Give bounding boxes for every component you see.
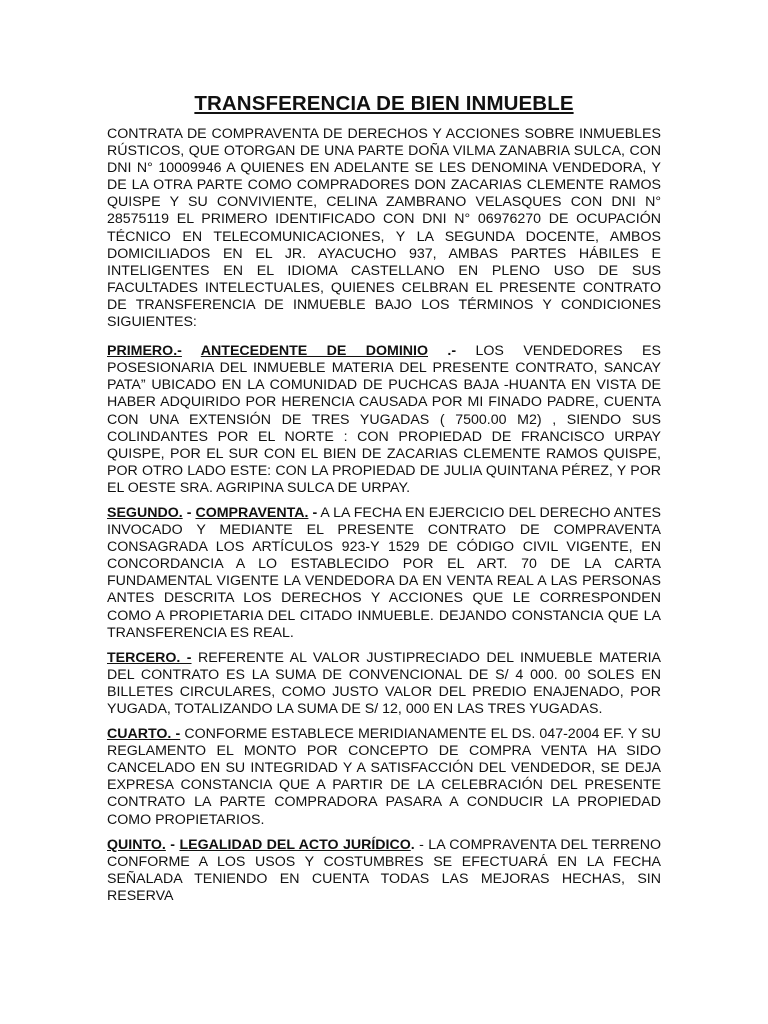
clause-subtitle: LEGALIDAD DEL ACTO JURÍDICO (179, 836, 411, 853)
clause-separator (182, 343, 201, 359)
clause-quinto (107, 837, 661, 905)
clause-subtitle: COMPRAVENTA. (195, 504, 309, 521)
clause-text: REFERENTE AL VALOR JUSTIPRECIADO DEL INMUEBLE MATERIA DEL CONTRATO ES LA SUMA DE CONVENCIONAL DE S/ 4 000. 00 SOLES EN BILLETES CIRCULARES, COMO JUSTO VALOR DEL PREDIO ENAJENADO, POR YUGADA, TOTALIZANDO LA SUMA DE S/ 12, 000 EN LAS TRES YUGADAS. (107, 649, 661, 717)
clause-text: LOS VENDEDORES ES POSESIONARIA DEL INMUEBLE MATERIA DEL PRESENTE CONTRATO, SANCAY PATA” UBICADO EN LA COMUNIDAD DE PUCHCAS BAJA -HUANTA EN VISTA DE HABER ADQUIRIDO POR HERENCIA CAUSADA POR MI FINADO PADRE, CUENTA CON UNA EXTENSIÓN DE TRES YUGADAS ( 7500.00 M2) , SIENDO SUS COLINDANTES POR EL NORTE : CON PROPIEDAD DE FRANCISCO URPAY QUISPE, POR EL SUR CON EL BIEN DE ZACARIAS CLEMENTE RAMOS QUISPE, POR OTRO LADO ESTE: CON LA PROPIEDAD DE JULIA QUINTANA PÉREZ, Y POR EL OESTE SRA. AGRIPINA SULCA DE URPAY. (107, 343, 661, 496)
clause-separator: . (410, 836, 415, 853)
clause-text: A LA FECHA EN EJERCICIO DEL DERECHO ANTES INVOCADO Y MEDIANTE EL PRESENTE CONTRATO DE COMPRAVENTA CONSAGRADA LOS ARTÍCULOS 923-Y 1529 DE CÓDIGO CIVIL VIGENTE, EN CONCORDANCIA A LO ESTABLECIDO POR EL ART. 70 DE LA CARTA FUNDAMENTAL VIGENTE LA VENDEDORA DA EN VENTA REAL A LAS PERSONAS ANTES DESCRITA LOS DERECHOS Y ACCIONES QUE LE CORRESPONDEN COMO A PROPIETARIA DEL CITADO INMUEBLE. DEJANDO CONSTANCIA QUE LA TRANSFERENCIA ES REAL. (107, 504, 662, 641)
clause-separator: - (182, 504, 196, 521)
clause-label: SEGUNDO. (107, 504, 183, 521)
clause-primero (107, 343, 661, 497)
clause-label: PRIMERO.- (107, 343, 182, 360)
document-page (107, 88, 661, 913)
document-title: TRANSFERENCIA DE BIEN INMUEBLE (194, 92, 574, 115)
clause-separator: .- (428, 343, 457, 360)
clause-cuarto (107, 726, 661, 829)
clause-separator: - (165, 836, 180, 853)
clause-subtitle: ANTECEDENTE DE DOMINIO (200, 343, 428, 360)
intro-paragraph: CONTRATA DE COMPRAVENTA DE DERECHOS Y ACCIONES SOBRE INMUEBLES RÚSTICOS, QUE OTORGAN DE UNA PARTE DOÑA VILMA ZANABRIA SULCA, CON DNI N° 10009946 A QUIENES EN ADELANTE SE LES DENOMINA VENDEDORA, Y DE LA OTRA PARTE COMO COMPRADORES DON ZACARIAS CLEMENTE RAMOS QUISPE Y SU CONVIVIENTE, CELINA ZAMBRANO VELASQUES CON DNI N° 28575119 EL PRIMERO IDENTIFICADO CON DNI N° 06976270 DE OCUPACIÓN TÉCNICO EN TELECOMUNICACIONES, Y LA SEGUNDA DOCENTE, AMBOS DOMICILIADOS EN EL JR. AYACUCHO 937, AMBAS PARTES HÁBILES E INTELIGENTES EN EL IDIOMA CASTELLANO EN PLENO USO DE SUS FACULTADES INTELECTUALES, QUIENES CELBRAN EL PRESENTE CONTRATO DE TRANSFERENCIA DE INMUEBLE BAJO LOS TÉRMINOS Y CONDICIONES SIGUIENTES: (107, 126, 661, 331)
clause-separator: - (308, 504, 318, 521)
clause-segundo (107, 505, 661, 642)
clause-text: - LA COMPRAVENTA DEL TERRENO CONFORME A LOS USOS Y COSTUMBRES SE EFECTUARÁ EN LA FECHA SEÑALADA TENIENDO EN CUENTA TODAS LAS MEJORAS HECHAS, SIN RESERVA (107, 836, 661, 904)
clause-label: TERCERO. - (107, 649, 192, 666)
clause-label: QUINTO. (107, 836, 166, 853)
clause-text: CONFORME ESTABLECE MERIDIANAMENTE EL DS. 047-2004 EF. Y SU REGLAMENTO EL MONTO POR CONCEPTO DE COMPRA VENTA HA SIDO CANCELADO EN SU INTEGRIDAD Y A SATISFACCIÓN DEL VENDEDOR, SE DEJA EXPRESA CONSTANCIA QUE A PARTIR DE LA CELEBRACIÓN DEL PRESENTE CONTRATO LA PARTE COMPRADORA PASARA A CONDUCIR LA PROPIEDAD COMO PROPIETARIOS. (107, 726, 661, 828)
clause-label: CUARTO. - (107, 726, 181, 743)
clause-tercero (107, 650, 661, 718)
